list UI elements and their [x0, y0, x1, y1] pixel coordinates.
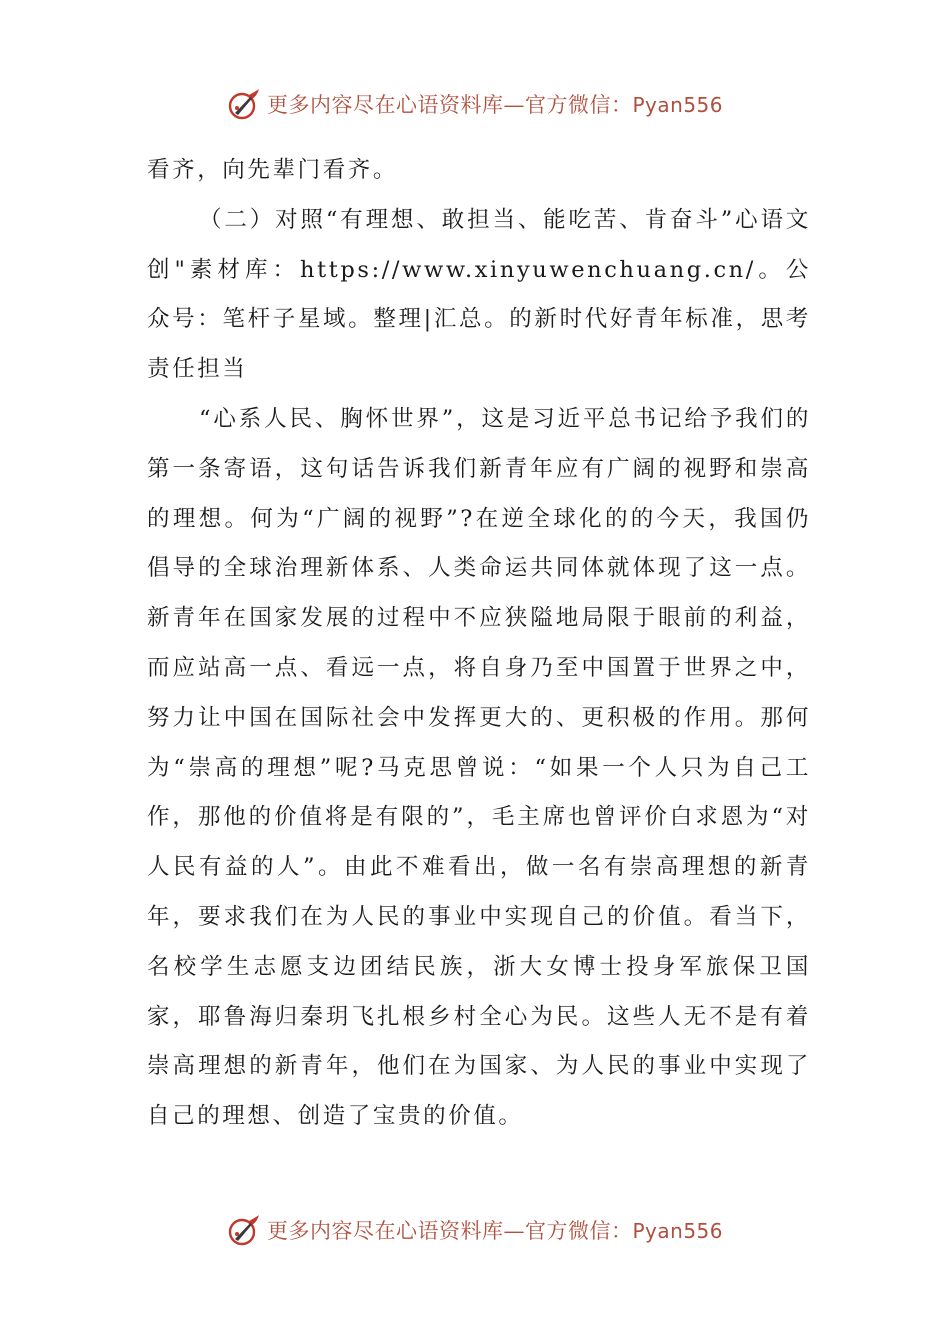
quill-logo-icon	[227, 87, 261, 121]
banner-wechat-label: 官方微信：	[524, 93, 633, 117]
paragraph-section-heading: （二）对照“有理想、敢担当、能吃苦、肯奋斗”心语文创"素材库：https://www.xinyuwenchuang.cn/。公众号：笔杆子星域。整理|汇总。的新时代好青年标准，思考责任担当	[147, 206, 811, 383]
paragraph-body: “心系人民、胸怀世界”，这是习近平总书记给予我们的第一条寄语，这句话告诉我们新青年应有广阔的视野和崇高的理想。何为“广阔的视野”?在逆全球化的的今天，我国仍倡导的全球治理新体系、人类命运共同体就体现了这一点。新青年在国家发展的过程中不应狭隘地局限于眼前的利益，而应站高一点、看远一点，将自身乃至中国置于世界之中，努力让中国在国际社会中发挥更大的、更积极的作用。那何为“崇高的理想”呢?马克思曾说：“如果一个人只为自己工作，那他的价值将是有限的”，毛主席也曾评价白求恩为“对人民有益的人”。由此不难看出，做一名有崇高理想的新青年，要求我们在为人民的事业中实现自己的价值。看当下，名校学生志愿支边团结民族，浙大女博士投身军旅保卫国家，耶鲁海归秦玥飞扎根乡村全心为民。这些人无不是有着崇高理想的新青年，他们在为国家、为人民的事业中实现了自己的理想、创造了宝贵的价值。	[147, 405, 811, 1130]
banner-dash: —	[503, 93, 525, 117]
footer-banner-text	[267, 1215, 723, 1245]
banner-wechat-label: 官方微信：	[524, 1219, 633, 1243]
banner-title: 更多内容尽在心语资料库	[266, 93, 504, 117]
banner-dash: —	[503, 1219, 525, 1243]
paragraph-continuation: 看齐，向先辈门看齐。	[147, 157, 399, 183]
banner-wechat-id: Pyan556	[632, 93, 723, 117]
header-banner	[0, 84, 950, 124]
banner-title: 更多内容尽在心语资料库	[266, 1219, 504, 1243]
header-banner-text	[267, 89, 723, 119]
banner-wechat-id: Pyan556	[632, 1219, 723, 1243]
quill-logo-icon	[227, 1213, 261, 1247]
footer-banner	[0, 1210, 950, 1250]
document-body	[147, 146, 811, 1142]
